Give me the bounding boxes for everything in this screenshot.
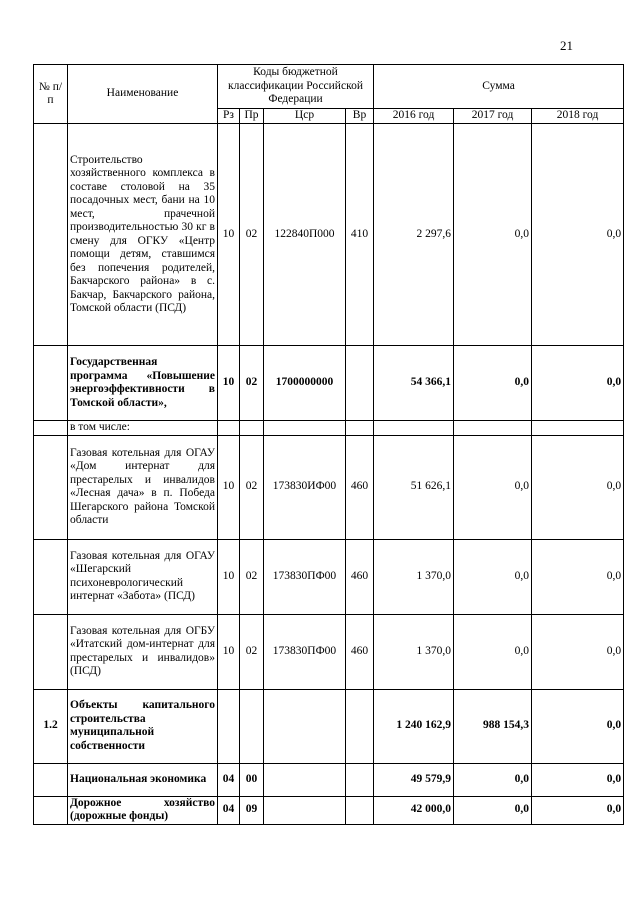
page-number: 21 [560, 38, 573, 53]
row-name: Газовая котельная для ОГАУ «Дом интернат для престарелых и инвалидов «Лесная дача» в п. Победа Шегарского района Томской области [68, 435, 218, 539]
row-amount-2017: 988 154,3 [454, 689, 532, 763]
header-2018: 2018 год [532, 109, 624, 124]
row-rz: 10 [218, 539, 240, 614]
row-vr [346, 796, 374, 824]
row-amount-2016: 54 366,1 [374, 346, 454, 421]
row-num [34, 346, 68, 421]
row-amount-2018: 0,0 [532, 763, 624, 796]
table-row [34, 421, 624, 436]
row-amount-2017: 0,0 [454, 539, 532, 614]
row-csr: 1700000000 [264, 346, 346, 421]
row-rz: 04 [218, 763, 240, 796]
row-name: Газовая котельная для ОГБУ «Итатский дом-интернат для престарелых и инвалидов» (ПСД) [68, 614, 218, 689]
row-amount-2017 [454, 421, 532, 436]
row-name: Строительство хозяйственного комплекса в составе столовой на 35 посадочных мест, бани на 10 мест, прачечной производительностью 30 кг в смену для ОГКУ «Центр помощи детям, ставшимся без попечения родителей, Бакчарского района» в с. Бакчар, Бакчарского района, Томской области (ПСД) [68, 124, 218, 346]
row-amount-2018: 0,0 [532, 796, 624, 824]
row-rz: 04 [218, 796, 240, 824]
table-row [34, 689, 624, 763]
row-name: Государственная программа «Повышение энергоэффективности в Томской области», [68, 346, 218, 421]
row-amount-2018: 0,0 [532, 614, 624, 689]
row-amount-2017: 0,0 [454, 763, 532, 796]
row-amount-2018: 0,0 [532, 689, 624, 763]
row-csr: 173830ПФ00 [264, 539, 346, 614]
row-amount-2018: 0,0 [532, 539, 624, 614]
row-num [34, 796, 68, 824]
row-num [34, 124, 68, 346]
row-csr: 173830ПФ00 [264, 614, 346, 689]
row-amount-2016 [374, 421, 454, 436]
row-amount-2016: 49 579,9 [374, 763, 454, 796]
row-amount-2017: 0,0 [454, 346, 532, 421]
row-csr [264, 689, 346, 763]
row-vr: 410 [346, 124, 374, 346]
header-csr: Цср [264, 109, 346, 124]
table-row [34, 539, 624, 614]
row-vr [346, 421, 374, 436]
header-rz: Рз [218, 109, 240, 124]
row-amount-2017: 0,0 [454, 435, 532, 539]
row-num [34, 763, 68, 796]
row-amount-2017: 0,0 [454, 796, 532, 824]
row-name: Газовая котельная для ОГАУ «Шегарский психоневрологический интернат «Забота» (ПСД) [68, 539, 218, 614]
row-amount-2018: 0,0 [532, 435, 624, 539]
row-num: 1.2 [34, 689, 68, 763]
row-pr [240, 421, 264, 436]
table-row [34, 124, 624, 346]
row-amount-2016: 1 240 162,9 [374, 689, 454, 763]
row-pr: 02 [240, 435, 264, 539]
row-num [34, 435, 68, 539]
row-amount-2017: 0,0 [454, 614, 532, 689]
row-num [34, 539, 68, 614]
row-vr [346, 346, 374, 421]
row-amount-2018 [532, 421, 624, 436]
row-csr [264, 421, 346, 436]
row-name: Национальная экономика [68, 763, 218, 796]
row-pr: 02 [240, 346, 264, 421]
header-pr: Пр [240, 109, 264, 124]
row-amount-2018: 0,0 [532, 124, 624, 346]
row-pr: 02 [240, 539, 264, 614]
row-rz: 10 [218, 614, 240, 689]
header-num: № п/п [34, 65, 68, 124]
row-pr: 02 [240, 614, 264, 689]
row-csr: 122840П000 [264, 124, 346, 346]
row-amount-2016: 2 297,6 [374, 124, 454, 346]
row-rz [218, 689, 240, 763]
header-sum-group: Сумма [374, 65, 624, 109]
row-amount-2016: 42 000,0 [374, 796, 454, 824]
row-rz: 10 [218, 435, 240, 539]
header-codes-group: Коды бюджетной классификации Российской Федерации [218, 65, 374, 109]
table-row [34, 796, 624, 824]
row-rz: 10 [218, 346, 240, 421]
row-amount-2017: 0,0 [454, 124, 532, 346]
row-amount-2016: 1 370,0 [374, 614, 454, 689]
row-amount-2016: 51 626,1 [374, 435, 454, 539]
row-rz [218, 421, 240, 436]
row-vr [346, 689, 374, 763]
row-amount-2016: 1 370,0 [374, 539, 454, 614]
row-rz: 10 [218, 124, 240, 346]
row-name: Дорожное хозяйство (дорожные фонды) [68, 796, 218, 824]
table-row [34, 763, 624, 796]
row-pr: 02 [240, 124, 264, 346]
row-name: в том числе: [68, 421, 218, 436]
row-vr [346, 763, 374, 796]
table-row [34, 614, 624, 689]
row-vr: 460 [346, 539, 374, 614]
row-name: Объекты капитального строительства муниципальной собственности [68, 689, 218, 763]
row-vr: 460 [346, 614, 374, 689]
row-pr: 00 [240, 763, 264, 796]
header-name: Наименование [68, 65, 218, 124]
table-row [34, 435, 624, 539]
budget-table [33, 64, 624, 825]
row-amount-2018: 0,0 [532, 346, 624, 421]
row-vr: 460 [346, 435, 374, 539]
row-csr [264, 763, 346, 796]
row-csr [264, 796, 346, 824]
row-csr: 173830ИФ00 [264, 435, 346, 539]
row-pr [240, 689, 264, 763]
table-body [34, 124, 624, 825]
header-vr: Вр [346, 109, 374, 124]
header-2016: 2016 год [374, 109, 454, 124]
table-row [34, 346, 624, 421]
header-2017: 2017 год [454, 109, 532, 124]
row-pr: 09 [240, 796, 264, 824]
row-num [34, 421, 68, 436]
row-num [34, 614, 68, 689]
